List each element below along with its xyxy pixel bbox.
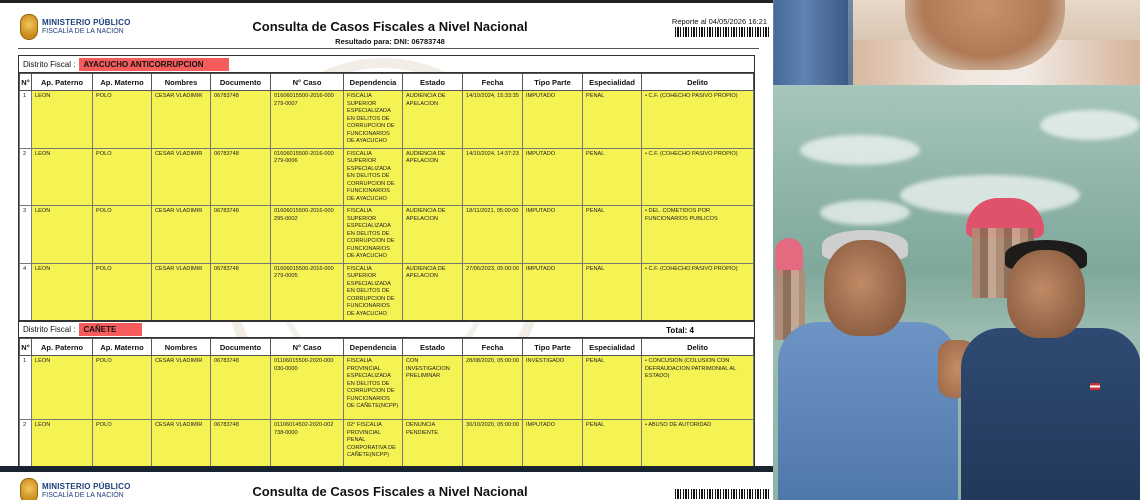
table-cell: FISCALIA SUPERIOR ESPECIALIZADA EN DELITOS DE CORRUPCION DE FUNCIONARIOS DE AYACUCHO (344, 263, 403, 321)
table-cell: IMPUTADO (523, 91, 583, 149)
row-number: 1 (20, 356, 32, 420)
table-cell: 01606015500-2016-000 295-0002 (271, 206, 344, 264)
column-header: Nombres (152, 339, 211, 356)
column-header: Documento (211, 339, 271, 356)
row-number: 2 (20, 420, 32, 467)
table-cell: POLO (93, 148, 152, 206)
column-header: N° Caso (271, 339, 344, 356)
table-cell: PENAL (583, 148, 642, 206)
section-total: Total: 4 (19, 321, 754, 337)
column-header: Especialidad (583, 339, 642, 356)
row-number: 2 (20, 148, 32, 206)
table-cell: FISCALIA PROVINCIAL ESPECIALIZADA EN DELITOS DE CORRUPCION DE FUNCIONARIOS DE CAÑETE(NCPP) (344, 356, 403, 420)
table-cell: AUDIENCIA DE APELACION (403, 91, 463, 149)
district-label: Distrito Fiscal : (23, 324, 76, 334)
table-cell: 28/08/2020, 05:00:00 (463, 356, 523, 420)
column-header: Dependencia (344, 339, 403, 356)
table-cell: FISCALIA SUPERIOR ESPECIALIZADA EN DELITOS DE CORRUPCION DE FUNCIONARIOS DE AYACUCHO (344, 91, 403, 149)
table-cell: CON INVESTIGACION PRELIMINAR (403, 356, 463, 420)
table-cell: AUDIENCIA DE APELACION (403, 206, 463, 264)
table-cell: IMPUTADO (523, 206, 583, 264)
table-cell: 01106015500-2020-000 030-0000 (271, 356, 344, 420)
column-header: Ap. Materno (93, 339, 152, 356)
table-cell: CESAR VLADIMIR (152, 148, 211, 206)
table-cell: POLO (93, 263, 152, 321)
table-cell: POLO (93, 356, 152, 420)
table-cell: 06783748 (211, 420, 271, 467)
table-cell: LEON (32, 263, 93, 321)
column-header: Especialidad (583, 74, 642, 91)
table-cell: • C.F. (COHECHO PASIVO PROPIO) (642, 91, 754, 149)
table-header-row (20, 339, 754, 356)
table-cell: 06783748 (211, 91, 271, 149)
row-number: 3 (20, 206, 32, 264)
table-row (20, 420, 754, 467)
column-header: N° (20, 339, 32, 356)
barcode-icon (675, 27, 769, 37)
column-header: Delito (642, 339, 754, 356)
table-cell: AUDIENCIA DE APELACION (403, 148, 463, 206)
table-cell: 06783748 (211, 263, 271, 321)
table-cell: AUDIENCIA DE APELACION (403, 263, 463, 321)
cases-table (19, 338, 754, 466)
column-header: Nombres (152, 74, 211, 91)
logo-line-1: MINISTERIO PÚBLICO (42, 482, 131, 491)
table-cell: LEON (32, 91, 93, 149)
column-header: Fecha (463, 339, 523, 356)
table-cell: LEON (32, 420, 93, 467)
table-cell: IMPUTADO (523, 420, 583, 467)
table-cell: LEON (32, 206, 93, 264)
page-title: Consulta de Casos Fiscales a Nivel Nacional (252, 19, 528, 34)
table-cell: PENAL (583, 263, 642, 321)
table-row (20, 263, 754, 321)
table-cell: CESAR VLADIMIR (152, 263, 211, 321)
table-cell: INVESTIGADO (523, 356, 583, 420)
column-header: Tipo Parte (523, 339, 583, 356)
table-cell: POLO (93, 206, 152, 264)
barcode-icon (675, 489, 769, 499)
column-header: N° (20, 74, 32, 91)
table-cell: 01606015500-2016-000 279-0007 (271, 91, 344, 149)
table-cell: 30/10/2020, 05:00:00 (463, 420, 523, 467)
cases-table (19, 73, 754, 321)
logo-line-2: FISCALÍA DE LA NACIÓN (42, 492, 124, 499)
table-cell: • CONCUSION (COLUSION CON DEFRAUDACION PATRIMONIAL AL ESTADO) (642, 356, 754, 420)
table-cell: POLO (93, 91, 152, 149)
column-header: Tipo Parte (523, 74, 583, 91)
district-section (18, 55, 755, 338)
row-number: 1 (20, 91, 32, 149)
table-cell: CESAR VLADIMIR (152, 206, 211, 264)
district-header (19, 56, 754, 73)
table-cell: 14/10/2024, 14:37:23 (463, 148, 523, 206)
table-cell: IMPUTADO (523, 148, 583, 206)
district-section (18, 320, 755, 466)
table-cell: PENAL (583, 420, 642, 467)
flag-pin (1090, 383, 1100, 390)
column-header: Dependencia (344, 74, 403, 91)
column-header: Documento (211, 74, 271, 91)
table-cell: PENAL (583, 356, 642, 420)
table-cell: 01106014502-2020-002 738-0000 (271, 420, 344, 467)
logo-line-1: MINISTERIO PÚBLICO (42, 18, 131, 27)
table-cell: 01606015500-2016-000 279-0006 (271, 148, 344, 206)
district-name: AYACUCHO ANTICORRUPCION (79, 58, 229, 71)
table-cell: IMPUTADO (523, 263, 583, 321)
table-cell: FISCALIA SUPERIOR ESPECIALIZADA EN DELITOS DE CORRUPCION DE FUNCIONARIOS DE AYACUCHO (344, 206, 403, 264)
case-report-page-2 (0, 472, 773, 500)
table-cell: 18/11/2021, 05:00:00 (463, 206, 523, 264)
top-rule (0, 0, 773, 3)
wave (1040, 110, 1140, 140)
table-cell: • C.F. (COHECHO PASIVO PROPIO) (642, 148, 754, 206)
row-number: 4 (20, 263, 32, 321)
table-cell: LEON (32, 148, 93, 206)
column-header: Ap. Materno (93, 74, 152, 91)
logo-line-2: FISCALÍA DE LA NACIÓN (42, 28, 124, 35)
man-dark-shirt (955, 238, 1140, 500)
table-cell: 27/06/2023, 05:00:00 (463, 263, 523, 321)
column-header: Delito (642, 74, 754, 91)
report-date: Reporte al 04/05/2026 16:21 (671, 17, 767, 26)
table-cell: 01606015500-2016-000 279-0005 (271, 263, 344, 321)
table-row (20, 148, 754, 206)
district-name: CAÑETE (79, 323, 142, 336)
table-cell: POLO (93, 420, 152, 467)
district-label: Distrito Fiscal : (23, 59, 76, 69)
table-cell: PENAL (583, 91, 642, 149)
header-divider (18, 48, 759, 49)
column-header: Ap. Paterno (32, 339, 93, 356)
column-header: Estado (403, 339, 463, 356)
wave (800, 135, 920, 165)
column-header: Ap. Paterno (32, 74, 93, 91)
table-cell: 06783748 (211, 148, 271, 206)
table-row (20, 206, 754, 264)
district-header (19, 321, 754, 338)
table-cell: CESAR VLADIMIR (152, 356, 211, 420)
table-cell: • DEL. COMETIDOS POR FUNCIONARIOS PUBLICOS (642, 206, 754, 264)
column-header: Estado (403, 74, 463, 91)
table-cell: 06783748 (211, 206, 271, 264)
page-title: Consulta de Casos Fiscales a Nivel Nacional (252, 484, 528, 499)
table-cell: 02° FISCALIA PROVINCIAL PENAL CORPORATIVA DE CAÑETE(NCPP) (344, 420, 403, 467)
table-cell: PENAL (583, 206, 642, 264)
table-cell: • ABUSO DE AUTORIDAD (642, 420, 754, 467)
man-blue-shirt (778, 230, 963, 500)
table-row (20, 91, 754, 149)
table-header-row (20, 74, 754, 91)
table-row (20, 356, 754, 420)
wave (820, 200, 910, 225)
table-cell: CESAR VLADIMIR (152, 91, 211, 149)
table-cell: • C.F. (COHECHO PASIVO PROPIO) (642, 263, 754, 321)
table-cell: 14/10/2024, 15:33:35 (463, 91, 523, 149)
table-cell: DENUNCIA PENDIENTE (403, 420, 463, 467)
column-header: Fecha (463, 74, 523, 91)
result-subtitle: Resultado para: DNI: 06783748 (335, 37, 445, 46)
column-header: N° Caso (271, 74, 344, 91)
table-cell: LEON (32, 356, 93, 420)
table-cell: 06783748 (211, 356, 271, 420)
table-cell: CESAR VLADIMIR (152, 420, 211, 467)
table-cell: FISCALIA SUPERIOR ESPECIALIZADA EN DELITOS DE CORRUPCION DE FUNCIONARIOS DE AYACUCHO (344, 148, 403, 206)
